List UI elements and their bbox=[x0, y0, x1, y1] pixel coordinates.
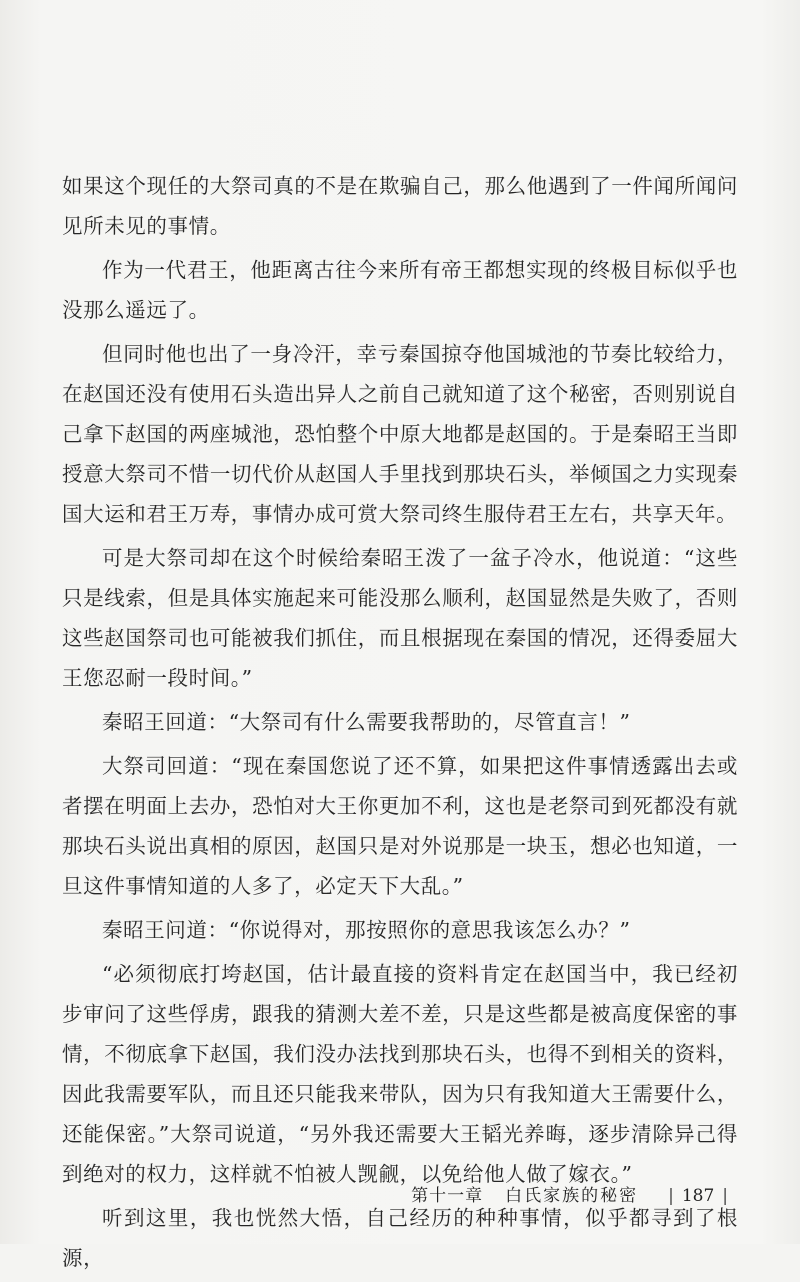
paragraph-3: 但同时他也出了一身冷汗，幸亏秦国掠夺他国城池的节奏比较给力，在赵国还没有使用石头造出异人之前自己就知道了这个秘密，否则别说自己拿下赵国的两座城池，恐怕整个中原大地都是赵国的。于是秦昭王当即授意大祭司不惜一切代价从赵国人手里找到那块石头，举倾国之力实现秦国大运和君王万寿，事情办成可赏大祭司终生服侍君王左右，共享天年。 bbox=[62, 342, 738, 526]
paragraph-2: 作为一代君王，他距离古往今来所有帝王都想实现的终极目标似乎也没那么遥远了。 bbox=[62, 258, 738, 322]
footer-chapter-title: 白氏家族的秘密 bbox=[505, 1186, 639, 1206]
paragraph-5: 秦昭王回道：“大祭司有什么需要我帮助的，尽管直言！” bbox=[102, 710, 631, 734]
footer-separator: | bbox=[668, 1186, 674, 1206]
paragraph-6: 大祭司回道：“现在秦国您说了还不算，如果把这件事情透露出去或者摆在明面上去办，恐怕对大王你更加不利，这也是老祭司到死都没有就那块石头说出真相的原因，赵国只是对外说那是一块玉，想必也知道，一旦这件事情知道的人多了，必定天下大乱。” bbox=[62, 754, 738, 898]
paragraph-8: “必须彻底打垮赵国，估计最直接的资料肯定在赵国当中，我已经初步审问了这些俘虏，跟我的猜测大差不差，只是这些都是被高度保密的事情，不彻底拿下赵国，我们没办法找到那块石头，也得不到相关的资料，因此我需要军队，而且还只能我来带队，因为只有我知道大王需要什么，还能保密。”大祭司说道，“另外我还需要大王韬光养晦，逐步清除异己得到绝对的权力，这样就不怕被人觊觎，以免给他人做了嫁衣。” bbox=[62, 962, 738, 1186]
page-number: 187 bbox=[681, 1186, 715, 1206]
paragraph-1: 如果这个现任的大祭司真的不是在欺骗自己，那么他遇到了一件闻所闻问见所未见的事情。 bbox=[62, 174, 738, 238]
body-text bbox=[62, 166, 738, 1282]
footer-chapter: 第十一章 bbox=[411, 1186, 484, 1206]
page-footer bbox=[411, 1184, 728, 1208]
footer-separator-end: | bbox=[722, 1186, 728, 1206]
paragraph-4: 可是大祭司却在这个时候给秦昭王泼了一盆子冷水，他说道：“这些只是线索，但是具体实施起来可能没那么顺利，赵国显然是失败了，否则这些赵国祭司也可能被我们抓住，而且根据现在秦国的情况，还得委屈大王您忍耐一段时间。” bbox=[62, 546, 738, 690]
paragraph-7: 秦昭王问道：“你说得对，那按照你的意思我该怎么办？” bbox=[102, 918, 631, 942]
paragraph-9: 听到这里，我也恍然大悟，自己经历的种种事情，似乎都寻到了根源， bbox=[62, 1206, 738, 1270]
